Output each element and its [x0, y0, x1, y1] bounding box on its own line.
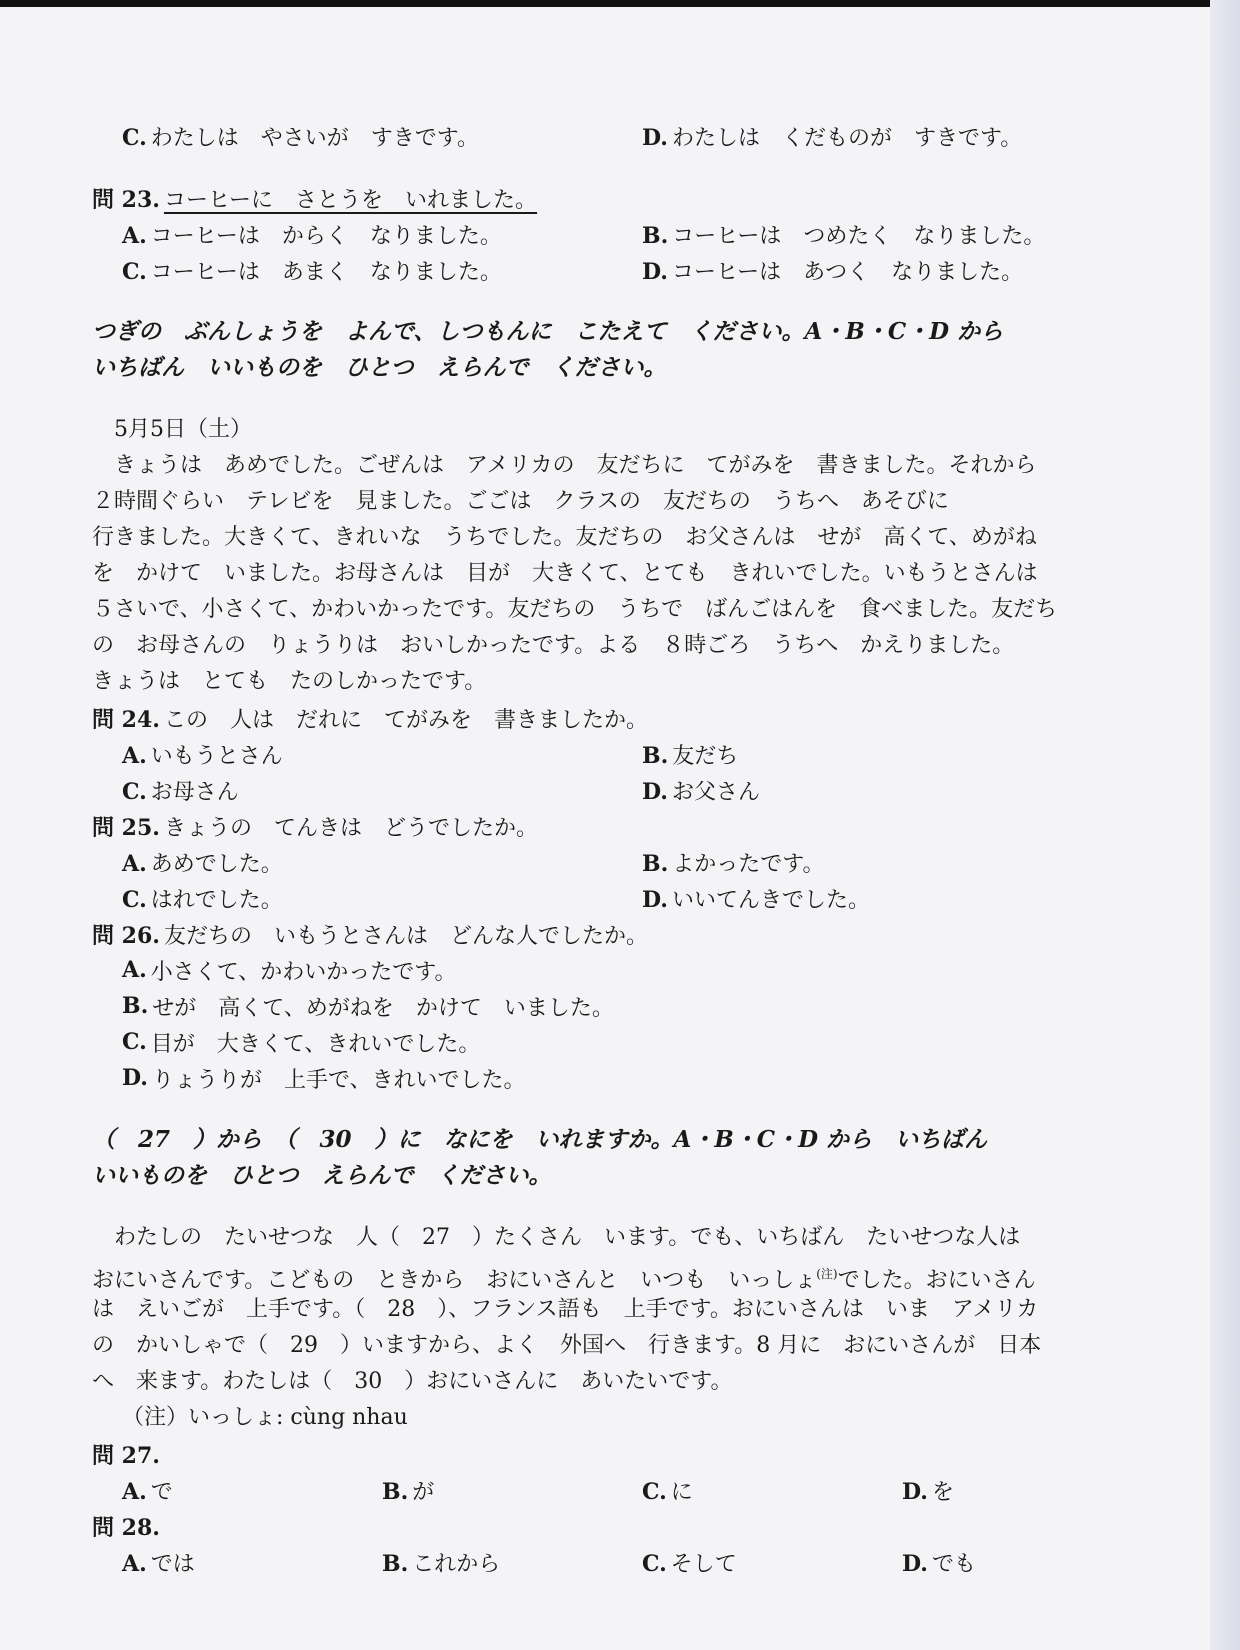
- q23-question: 問 23. コーヒーに さとうを いれました。: [92, 180, 1162, 216]
- q26-question: 問 26. 友だちの いもうとさんは どんな人でしたか。: [92, 922, 648, 949]
- cloze-passage: わたしの たいせつな 人（ 27 ）たくさん います。でも、いちばん たいせつな人は おにいさんです。こどもの ときから おにいさんと いつも いっしょ$^{(注)}$でした。おにいさん は えいごが 上手です。（ 28 ）、フランス語も 上手です。おにいさんは いま アメリカ の かいしゃで（ 29 ）いますから、よく 外国へ 行きます。8 月に おにいさんが 日本 へ 来ます。わたしは（ 30 ）おにいさんに あいたいです。 （注）いっしょ: cùng nhau: [92, 1220, 1162, 1436]
- q25-option-d[interactable]: D. いいてんきでした。: [642, 886, 870, 913]
- q24-option-b[interactable]: B. 友だち: [642, 742, 739, 769]
- q28-question: 問 28.: [92, 1514, 160, 1541]
- q23-text: コーヒーに さとうを いれました。: [163, 187, 538, 213]
- q22-option-d[interactable]: D. わたしは くだものが すきです。: [642, 124, 1023, 151]
- scan-top-edge: [0, 0, 1240, 7]
- q23-option-b[interactable]: B. コーヒーは つめたく なりました。: [642, 222, 1046, 249]
- q25-option-a[interactable]: A. あめでした。: [122, 850, 283, 877]
- footnote-marker: (注): [816, 1267, 838, 1281]
- q23-option-a[interactable]: A. コーヒーは からく なりました。: [122, 222, 502, 249]
- q22-options-cd: [92, 118, 1162, 154]
- q27-question: 問 27.: [92, 1442, 160, 1469]
- exam-page: [92, 118, 1162, 1580]
- passage-date: 5月5日（土）: [114, 417, 252, 442]
- footnote: （注）いっしょ: cùng nhau: [122, 1405, 408, 1430]
- q26-option-b[interactable]: B. せが 高くて、めがねを かけて いました。: [122, 993, 614, 1021]
- q28-option-b[interactable]: B. これから: [382, 1550, 501, 1577]
- q24-question: 問 24. この 人は だれに てがみを 書きましたか。: [92, 706, 648, 733]
- q26-option-d[interactable]: D. りょうりが 上手で、きれいでした。: [122, 1065, 526, 1093]
- q25-option-b[interactable]: B. よかったです。: [642, 850, 825, 877]
- q28-option-d[interactable]: D. でも: [902, 1550, 976, 1577]
- q28-option-c[interactable]: C. そして: [642, 1550, 737, 1577]
- q25-question: 問 25. きょうの てんきは どうでしたか。: [92, 814, 538, 841]
- q27-option-b[interactable]: B. が: [382, 1478, 435, 1505]
- q23-option-d[interactable]: D. コーヒーは あつく なりました。: [642, 258, 1024, 285]
- q28-option-a[interactable]: A. では: [122, 1550, 195, 1577]
- q27-option-c[interactable]: C. に: [642, 1478, 693, 1505]
- scan-right-edge: [1210, 0, 1240, 1650]
- q27-option-d[interactable]: D. を: [902, 1478, 954, 1505]
- q26-option-a[interactable]: A. 小さくて、かわいかったです。: [122, 957, 457, 985]
- q23-options-ab: [92, 216, 1162, 252]
- q24-option-a[interactable]: A. いもうとさん: [122, 742, 283, 769]
- reading-passage: 5月5日（土） きょうは あめでした。ごぜんは アメリカの 友だちに てがみを 書きました。それから ２時間ぐらい テレビを 見ました。ごごは クラスの 友だちの うちへ あそびに 行きました。大きくて、きれいな うちでした。友だちの お父さんは せが 高くて、めがね を かけて いました。お母さんは 目が 大きくて、とても きれいでした。いもうとさんは ５さいで、小さくて、かわいかったです。友だちの うちで ばんごはんを 食べました。友だち の お母さんの りょうりは おいしかったです。よる ８時ごろ うちへ かえりました。 きょうは とても たのしかったです。: [92, 412, 1162, 700]
- q23-options-cd: [92, 252, 1162, 288]
- q27-option-a[interactable]: A. で: [122, 1478, 173, 1505]
- q22-option-c[interactable]: C. わたしは やさいが すきです。: [122, 124, 480, 151]
- q25-option-c[interactable]: C. はれでした。: [122, 886, 283, 913]
- q24-option-c[interactable]: C. お母さん: [122, 778, 239, 805]
- q23-option-c[interactable]: C. コーヒーは あまく なりました。: [122, 258, 502, 285]
- q24-option-d[interactable]: D. お父さん: [642, 778, 760, 805]
- cloze-instructions: （ 27 ）から （ 30 ）に なにを いれますか。A・B・C・D から いちばん いいものを ひとつ えらんで ください。: [92, 1126, 988, 1189]
- q26-option-c[interactable]: C. 目が 大きくて、きれいでした。: [122, 1029, 481, 1057]
- reading-instructions: つぎの ぶんしょうを よんで、しつもんに こたえて ください。A・B・C・D から いちばん いいものを ひとつ えらんで ください。: [92, 318, 1004, 381]
